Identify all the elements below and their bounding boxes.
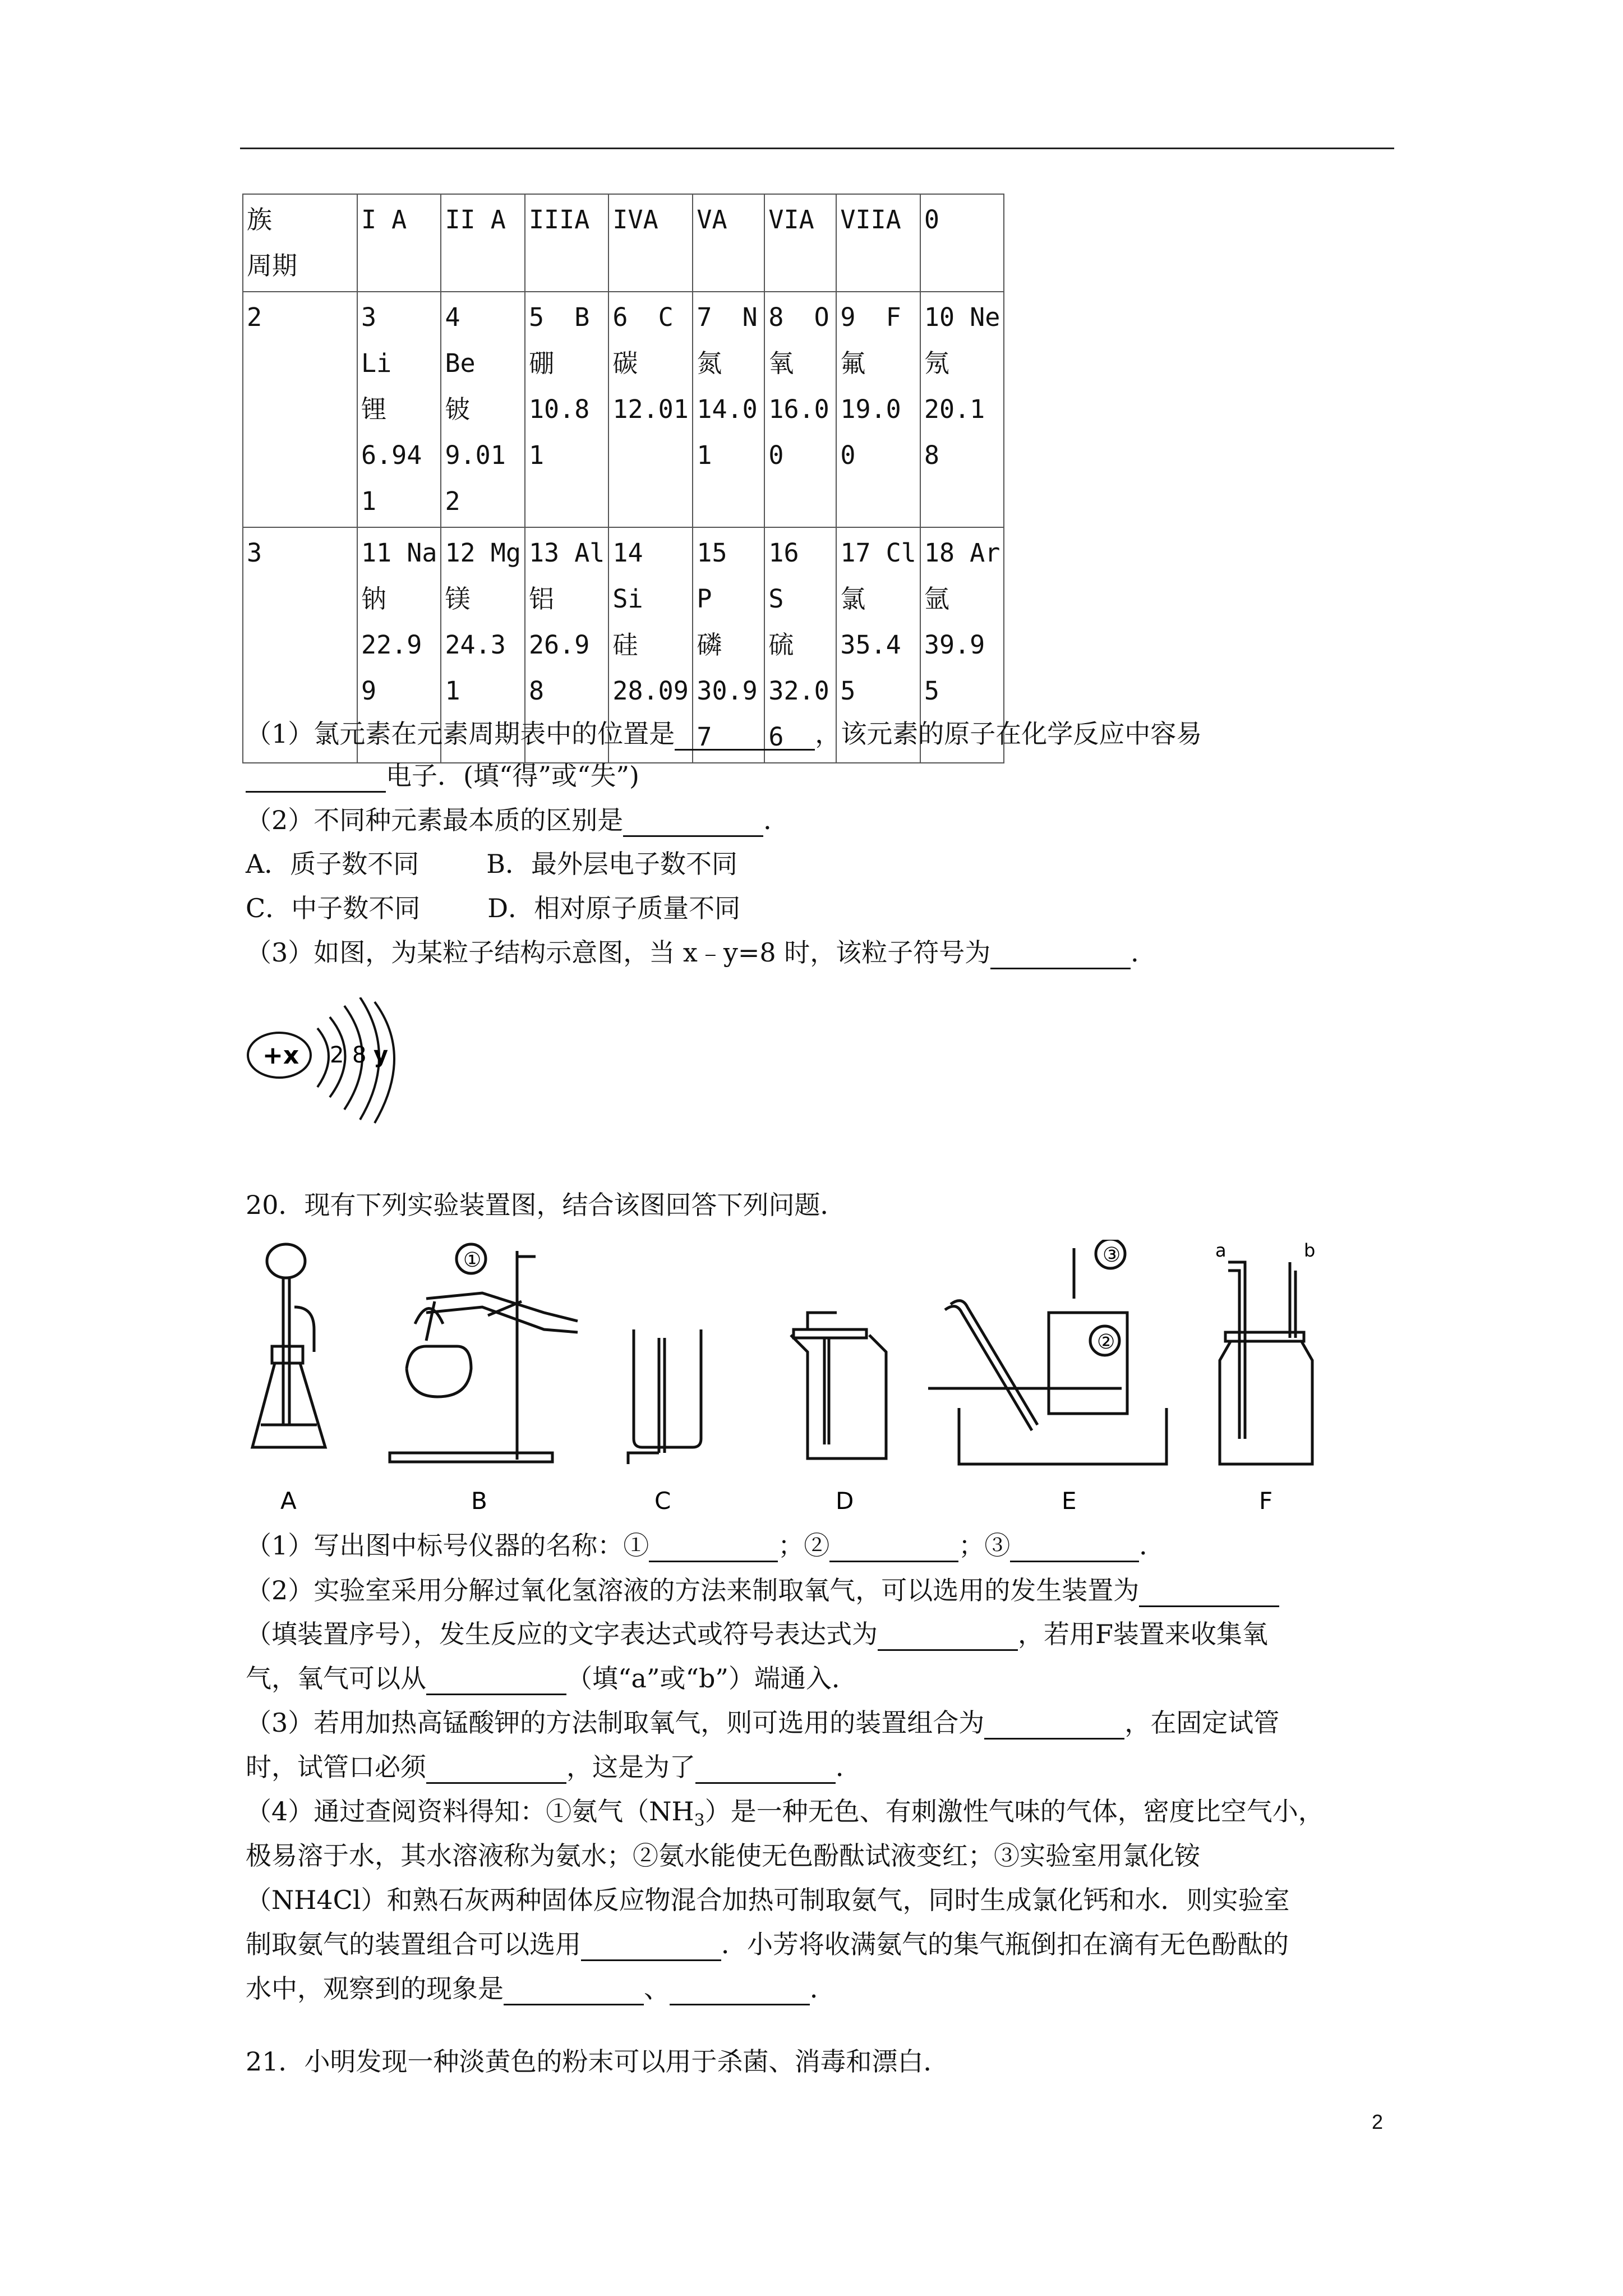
apparatus-b xyxy=(390,1251,578,1462)
cell-text: IVA xyxy=(612,205,658,234)
q19-options-ab xyxy=(246,847,737,881)
q19-line1 xyxy=(246,717,1202,751)
marker-3: ③ xyxy=(1103,1244,1121,1267)
apparatus-c xyxy=(628,1329,701,1464)
table-cell xyxy=(357,292,441,527)
cell-text: 12 Mg 镁 24.3 1 xyxy=(445,538,521,706)
table-cell xyxy=(441,194,524,292)
marker-2: ② xyxy=(1097,1331,1115,1354)
cell-text: 3 Li 锂 6.94 1 xyxy=(361,302,422,516)
q20-text: （填“a”或“b”）端通入． xyxy=(566,1663,857,1694)
table-cell xyxy=(243,194,357,292)
q20-line11 xyxy=(246,1972,836,2005)
cell-text: II A xyxy=(445,205,506,234)
table-cell xyxy=(357,194,441,292)
q20-text: ）是一种无色、有刺激性气味的气体，密度比空气小， xyxy=(704,1796,1324,1826)
table-cell xyxy=(693,292,764,527)
q20-line1 xyxy=(246,1529,1165,1562)
q20-line7 xyxy=(246,1795,1324,1838)
page-number: 2 xyxy=(1372,2110,1384,2133)
q20-text: ． xyxy=(836,1752,861,1782)
atom-structure-diagram xyxy=(246,997,436,1126)
cell-text: 7 N 氮 14.0 1 xyxy=(697,302,758,470)
q20-text: ． xyxy=(810,1973,836,2004)
option-d: D．相对原子质量不同 xyxy=(487,893,741,923)
table-cell xyxy=(836,194,920,292)
table-cell xyxy=(693,194,764,292)
cell-text: 5 B 硼 10.8 1 xyxy=(528,302,590,470)
answer-blank[interactable] xyxy=(878,1627,1018,1651)
q20-line9: （NH4Cl）和熟石灰两种固体反应物混合加热可制取氨气，同时生成氯化钙和水．则实验室 xyxy=(246,1885,1290,1915)
q21-title: 21．小明发现一种淡黄色的粉末可以用于杀菌、消毒和漂白． xyxy=(246,2046,949,2077)
port-a: a xyxy=(1215,1240,1227,1261)
q19-text: 电子．(填“得”或“失”) xyxy=(386,761,639,791)
cell-text: 11 Na 钠 22.9 9 xyxy=(361,538,437,706)
cell-text: 14 Si 硅 28.09 xyxy=(612,538,689,706)
q20-text: （3）若用加热高锰酸钾的方法制取氧气，则可选用的装置组合为 xyxy=(246,1708,985,1738)
shell-count-2: 8 xyxy=(352,1042,367,1068)
answer-blank[interactable] xyxy=(623,813,763,837)
q20-line8: 极易溶于水，其水溶液称为氨水；②氨水能使无色酚酞试液变红；③实验室用氯化铵 xyxy=(246,1841,1200,1871)
answer-blank[interactable] xyxy=(649,1538,778,1562)
table-cell xyxy=(441,292,524,527)
q20-text: 制取氨气的装置组合可以选用 xyxy=(246,1929,581,1959)
apparatus-d xyxy=(791,1313,886,1458)
cell-text: 18 Ar 氩 39.9 5 xyxy=(924,538,1000,706)
port-b: b xyxy=(1304,1240,1316,1261)
cell-text: 9 F 氟 19.0 0 xyxy=(840,302,901,470)
answer-blank[interactable] xyxy=(581,1937,721,1961)
cell-text: 10 Ne 氖 20.1 8 xyxy=(924,302,1000,470)
cell-text: 4 Be 铍 9.01 2 xyxy=(445,302,506,516)
q19-text: （1）氯元素在元素周期表中的位置是 xyxy=(246,719,675,749)
cell-text: 族 周期 xyxy=(247,205,298,280)
cell-text: 0 xyxy=(924,205,939,234)
label-d: D xyxy=(836,1487,854,1515)
q20-line3 xyxy=(246,1617,1268,1651)
answer-blank[interactable] xyxy=(670,1981,810,2005)
q20-text: ，若用F装置来收集氧 xyxy=(1018,1619,1268,1649)
shell-count-3: y xyxy=(374,1042,389,1068)
q20-text: ．小芳将收满氨气的集气瓶倒扣在滴有无色酚酞的 xyxy=(721,1929,1289,1959)
q19-line3 xyxy=(246,803,789,837)
label-b: B xyxy=(471,1487,487,1515)
lab-apparatus-figure xyxy=(241,1240,1374,1520)
answer-blank[interactable] xyxy=(426,1671,566,1695)
table-row xyxy=(243,292,1004,527)
q20-text: 、 xyxy=(644,1973,670,2004)
q20-text: （1）写出图中标号仪器的名称：① xyxy=(246,1530,649,1561)
q20-line4 xyxy=(246,1662,857,1695)
cell-text: 13 Al 铝 26.9 8 xyxy=(528,538,605,706)
q20-text: 气，氧气可以从 xyxy=(246,1663,426,1694)
option-c: C．中子数不同 xyxy=(246,893,421,923)
table-cell xyxy=(836,292,920,527)
q20-title: 20．现有下列实验装置图，结合该图回答下列问题． xyxy=(246,1190,846,1220)
electron-shell-arc xyxy=(317,1028,329,1087)
q20-text: ；② xyxy=(778,1530,830,1561)
cell-text: 16 S 硫 32.0 6 xyxy=(768,538,829,752)
cell-text: VA xyxy=(697,205,727,234)
q19-options-cd xyxy=(246,891,740,925)
answer-blank[interactable] xyxy=(504,1981,644,2005)
answer-blank[interactable] xyxy=(426,1760,566,1784)
cell-text: I A xyxy=(361,205,407,234)
cell-text: VIIA xyxy=(840,205,901,234)
q20-text: ，在固定试管 xyxy=(1124,1708,1280,1738)
answer-blank[interactable] xyxy=(829,1538,958,1562)
option-b: B．最外层电子数不同 xyxy=(486,849,738,879)
q19-text: ． xyxy=(763,805,790,835)
q19-text: ． xyxy=(1131,937,1157,968)
apparatus-a xyxy=(252,1244,325,1447)
table-cell xyxy=(608,194,693,292)
q20-line5 xyxy=(246,1706,1279,1740)
q19-line6 xyxy=(246,936,1156,969)
marker-1: ① xyxy=(463,1249,482,1272)
q19-text: （2）不同种元素最本质的区别是 xyxy=(246,805,624,835)
table-cell xyxy=(525,292,608,527)
cell-text: IIIA xyxy=(528,205,590,234)
table-cell xyxy=(764,194,836,292)
q19-text: ，该元素的原子在化学反应中容易 xyxy=(815,719,1202,749)
apparatus-f xyxy=(1220,1262,1312,1464)
q20-text: （填装置序号），发生反应的文字表达式或符号表达式为 xyxy=(246,1619,878,1649)
subscript-3: 3 xyxy=(694,1811,705,1831)
answer-blank[interactable] xyxy=(1010,1538,1139,1562)
answer-blank[interactable] xyxy=(675,726,815,751)
answer-blank[interactable] xyxy=(246,769,386,793)
shell-count-1: 2 xyxy=(330,1042,344,1068)
table-cell xyxy=(764,292,836,527)
nucleus-charge: +x xyxy=(262,1041,299,1070)
label-e: E xyxy=(1062,1487,1077,1515)
q20-text: ；③ xyxy=(958,1530,1011,1561)
q20-text: ． xyxy=(1139,1530,1165,1561)
label-a: A xyxy=(280,1487,297,1515)
table-cell xyxy=(608,292,693,527)
periodic-table xyxy=(242,194,1004,763)
cell-text: 8 O 氧 16.0 0 xyxy=(768,302,829,470)
answer-blank[interactable] xyxy=(990,945,1131,969)
cell-text: 6 C 碳 12.01 xyxy=(612,302,689,424)
q19-text: （3）如图，为某粒子结构示意图，当 x﹣y=8 时，该粒子符号为 xyxy=(246,937,991,968)
table-cell xyxy=(243,292,357,527)
table-header-row xyxy=(243,194,1004,292)
cell-text: VIA xyxy=(768,205,814,234)
q19-line2 xyxy=(246,759,639,793)
q20-line2 xyxy=(246,1573,1279,1607)
answer-blank[interactable] xyxy=(984,1715,1124,1740)
option-a: A．质子数不同 xyxy=(246,849,419,879)
cell-text: 15 P 磷 30.9 7 xyxy=(697,538,758,752)
table-cell xyxy=(920,194,1004,292)
q20-text: ，这是为了 xyxy=(566,1752,695,1782)
cell-text: 17 Cl 氯 35.4 5 xyxy=(840,538,916,706)
q20-text: 水中，观察到的现象是 xyxy=(246,1973,504,2004)
table-cell xyxy=(920,292,1004,527)
label-f: F xyxy=(1259,1487,1273,1515)
header-rule xyxy=(240,148,1394,149)
q20-text: （2）实验室采用分解过氧化氢溶液的方法来制取氧气，可以选用的发生装置为 xyxy=(246,1575,1140,1605)
apparatus-e xyxy=(928,1248,1166,1464)
q20-line6 xyxy=(246,1750,861,1784)
q20-text: 时，试管口必须 xyxy=(246,1752,426,1782)
table-cell xyxy=(525,194,608,292)
cell-text: 3 xyxy=(247,538,262,568)
q20-text: （4）通过查阅资料得知：①氨气（NH xyxy=(246,1796,694,1826)
cell-text: 2 xyxy=(247,302,262,332)
q20-line10 xyxy=(246,1927,1289,1961)
answer-blank[interactable] xyxy=(695,1760,836,1784)
answer-blank[interactable] xyxy=(1139,1583,1279,1607)
label-c: C xyxy=(654,1487,671,1515)
